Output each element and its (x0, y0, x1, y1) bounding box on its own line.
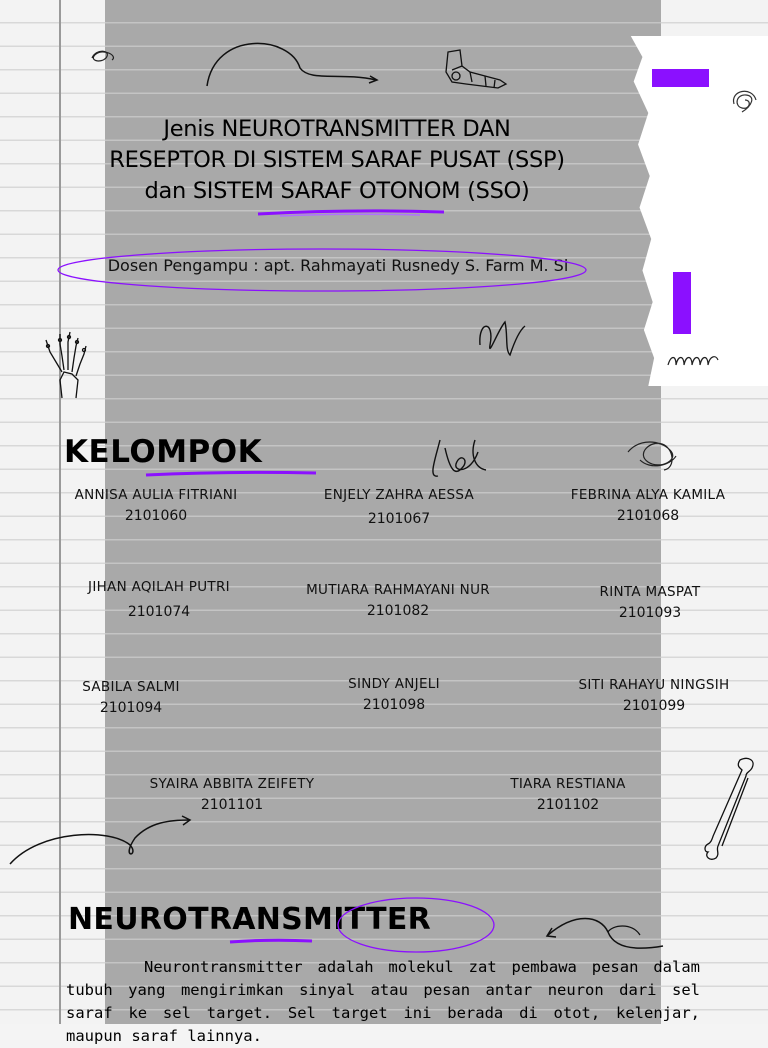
member-item (533, 487, 763, 524)
member-name: JIHAN AQILAH PUTRI (88, 579, 230, 595)
lecturer-name: Dosen Pengampu : apt. Rahmayati Rusnedy S. Farm M. Si (107, 256, 569, 275)
member-nim: 2101093 (618, 605, 682, 621)
member-nim: 2101094 (99, 700, 163, 716)
member-nim: 2101082 (366, 603, 430, 619)
member-name: ANNISA AULIA FITRIANI (74, 487, 238, 503)
neurotransmitter-heading: NEUROTRANSMITTER (68, 902, 432, 937)
member-nim: 2101074 (127, 604, 191, 620)
title-line-2: RESEPTOR DI SISTEM SARAF PUSAT (SSP) (109, 147, 565, 173)
member-nim: 2101098 (362, 697, 426, 713)
group-heading: KELOMPOK (64, 434, 263, 470)
purple-accent-bar (652, 69, 709, 87)
member-name: SINDY ANJELI (348, 676, 440, 692)
member-name: MUTIARA RAHMAYANI NUR (306, 582, 490, 598)
title-line-3: dan SISTEM SARAF OTONOM (SSO) (144, 178, 530, 204)
member-item (284, 487, 514, 527)
member-item (41, 487, 271, 524)
member-name: TIARA RESTIANA (510, 776, 626, 792)
member-item (279, 676, 509, 713)
member-item (44, 579, 274, 620)
member-name: ENJELY ZAHRA AESSA (323, 487, 475, 503)
member-item (535, 584, 765, 621)
page-title (40, 114, 634, 207)
member-name: SYAIRA ABBITA ZEIFETY (149, 776, 315, 792)
member-item (283, 582, 513, 619)
member-name: SITI RAHAYU NINGSIH (578, 677, 730, 693)
member-name: SABILA SALMI (82, 679, 180, 695)
member-nim: 2101101 (200, 797, 264, 813)
member-nim: 2101067 (367, 511, 431, 527)
member-item (539, 677, 768, 714)
member-nim: 2101060 (124, 508, 188, 524)
member-item (16, 679, 246, 716)
member-nim: 2101068 (616, 508, 680, 524)
member-nim: 2101099 (622, 698, 686, 714)
member-name: RINTA MASPAT (599, 584, 701, 600)
member-nim: 2101102 (536, 797, 600, 813)
member-item (453, 776, 683, 813)
title-line-1: Jenis NEUROTRANSMITTER DAN (163, 116, 511, 142)
member-name: FEBRINA ALYA KAMILA (570, 487, 726, 503)
member-item (117, 776, 347, 813)
neurotransmitter-description: Neurontransmitter adalah molekul zat pembawa pesan dalam tubuh yang mengirimkan sinyal atau pesan antar neuron dari sel saraf ke sel target. Sel target ini berada di otot, kelenjar, maupun saraf lainnya. (66, 958, 700, 1045)
purple-accent-bar-vertical (673, 272, 691, 334)
